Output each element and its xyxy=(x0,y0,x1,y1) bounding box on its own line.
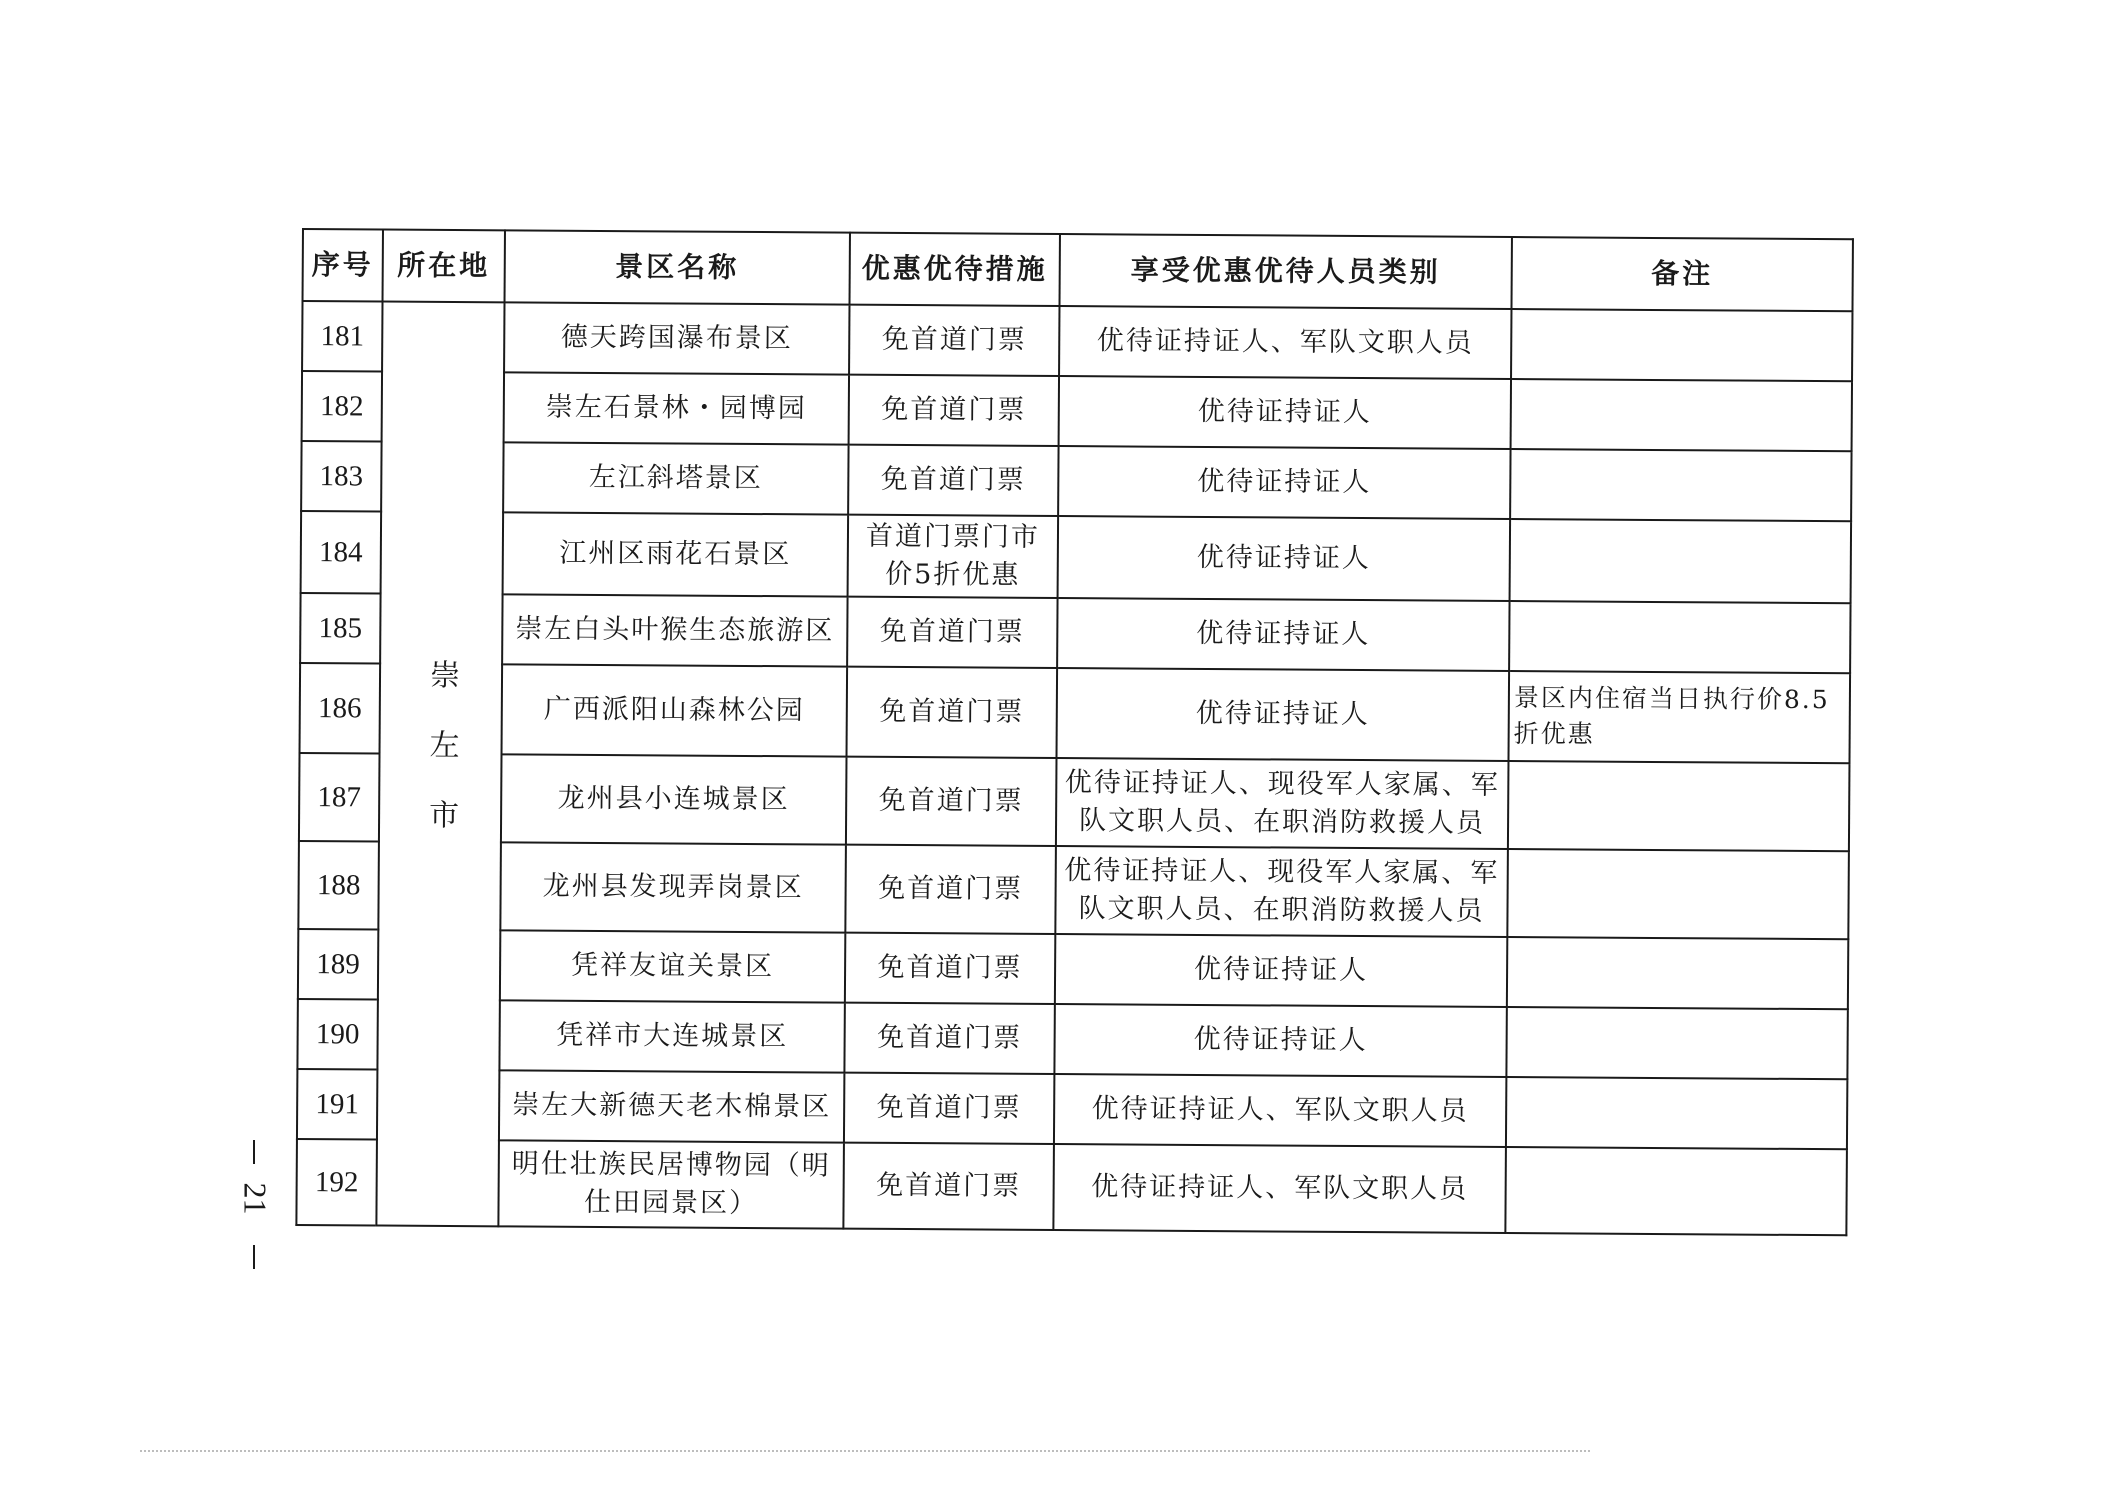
row-category: 优待证持证人、军队文职人员 xyxy=(1053,1144,1506,1233)
row-seq: 190 xyxy=(297,999,377,1070)
row-seq: 181 xyxy=(302,301,382,372)
location-cell: 崇左市 xyxy=(376,302,504,1227)
row-scenic-name: 崇左大新德天老木棉景区 xyxy=(499,1070,844,1142)
scan-artifact-line xyxy=(140,1450,1590,1452)
header-remark: 备注 xyxy=(1511,237,1852,311)
row-category: 优待证持证人 xyxy=(1055,934,1507,1007)
row-scenic-name: 崇左石景林・园博园 xyxy=(504,372,849,444)
row-scenic-name: 龙州县小连城景区 xyxy=(501,754,847,844)
row-remark xyxy=(1511,379,1852,451)
row-remark xyxy=(1510,519,1852,603)
row-measure: 免首道门票 xyxy=(845,933,1055,1004)
row-seq: 189 xyxy=(298,929,378,1000)
row-category: 优待证持证人 xyxy=(1057,668,1510,761)
row-seq: 183 xyxy=(301,441,381,512)
row-remark xyxy=(1506,1007,1847,1079)
header-scenic-name: 景区名称 xyxy=(505,230,850,304)
row-category: 优待证持证人、军队文职人员 xyxy=(1054,1074,1506,1147)
row-category: 优待证持证人 xyxy=(1054,1004,1506,1077)
header-location: 所在地 xyxy=(383,230,505,303)
row-remark xyxy=(1509,601,1850,673)
row-remark: 景区内住宿当日执行价8.5折优惠 xyxy=(1508,671,1850,763)
row-measure: 免首道门票 xyxy=(849,375,1059,446)
row-measure: 首道门票门市价5折优惠 xyxy=(848,515,1059,598)
table-row xyxy=(297,1069,1847,1149)
table-row xyxy=(299,753,1850,851)
row-measure: 免首道门票 xyxy=(849,305,1059,376)
row-category: 优待证持证人、现役军人家属、军队文职人员、在职消防救援人员 xyxy=(1056,758,1509,849)
row-scenic-name: 龙州县发现弄岗景区 xyxy=(500,842,846,932)
row-measure: 免首道门票 xyxy=(846,757,1057,846)
row-measure: 免首道门票 xyxy=(844,1003,1054,1074)
row-seq: 192 xyxy=(296,1139,377,1226)
table-row xyxy=(297,999,1847,1079)
table-row xyxy=(296,1139,1847,1235)
row-scenic-name: 凭祥友谊关景区 xyxy=(500,930,845,1002)
table-row xyxy=(301,441,1851,521)
table-row xyxy=(301,511,1852,603)
table-row xyxy=(298,841,1849,939)
table-header-row xyxy=(303,229,1853,311)
row-category: 优待证持证人、军队文职人员 xyxy=(1059,306,1511,379)
row-remark xyxy=(1507,937,1848,1009)
page-number-value: 21 xyxy=(237,1182,274,1215)
row-measure: 免首道门票 xyxy=(848,445,1058,516)
row-remark xyxy=(1506,1077,1847,1149)
table-row xyxy=(302,301,1852,381)
row-seq: 187 xyxy=(299,753,380,842)
row-scenic-name: 崇左白头叶猴生态旅游区 xyxy=(502,594,847,666)
row-scenic-name: 广西派阳山森林公园 xyxy=(502,664,848,756)
row-seq: 191 xyxy=(297,1069,377,1140)
page-number-dash-bottom xyxy=(253,1245,255,1269)
row-seq: 184 xyxy=(301,511,382,594)
row-seq: 188 xyxy=(298,841,379,930)
row-category: 优待证持证人 xyxy=(1058,516,1511,601)
row-measure: 免首道门票 xyxy=(843,1143,1054,1230)
row-scenic-name: 江州区雨花石景区 xyxy=(503,512,849,596)
row-seq: 185 xyxy=(300,593,380,664)
row-category: 优待证持证人、现役军人家属、军队文职人员、在职消防救援人员 xyxy=(1055,846,1508,937)
row-measure: 免首道门票 xyxy=(844,1073,1054,1144)
row-remark xyxy=(1511,309,1852,381)
row-remark xyxy=(1507,849,1849,939)
row-measure: 免首道门票 xyxy=(847,667,1058,758)
header-seq: 序号 xyxy=(303,229,383,302)
row-scenic-name: 左江斜塔景区 xyxy=(503,442,848,514)
table-row xyxy=(298,929,1848,1009)
row-category: 优待证持证人 xyxy=(1059,376,1511,449)
row-scenic-name: 凭祥市大连城景区 xyxy=(499,1000,844,1072)
row-remark xyxy=(1505,1147,1847,1235)
row-scenic-name: 明仕壮族民居博物园（明仕田园景区） xyxy=(498,1140,844,1228)
row-remark xyxy=(1510,449,1851,521)
table-row xyxy=(300,593,1850,673)
row-seq: 186 xyxy=(300,663,381,754)
table-row xyxy=(300,663,1851,763)
row-scenic-name: 德天跨国瀑布景区 xyxy=(504,302,849,374)
row-measure: 免首道门票 xyxy=(847,597,1057,668)
scenic-discount-table xyxy=(295,228,1854,1236)
row-measure: 免首道门票 xyxy=(845,845,1056,934)
row-remark xyxy=(1508,761,1850,851)
row-category: 优待证持证人 xyxy=(1057,598,1509,671)
table-row xyxy=(302,371,1852,451)
row-category: 优待证持证人 xyxy=(1058,446,1510,519)
header-eligible-category: 享受优惠优待人员类别 xyxy=(1059,234,1511,309)
row-seq: 182 xyxy=(302,371,382,442)
header-discount-measure: 优惠优待措施 xyxy=(850,233,1060,306)
page-number-dash-top xyxy=(253,1140,255,1164)
page-number xyxy=(225,1140,285,1270)
